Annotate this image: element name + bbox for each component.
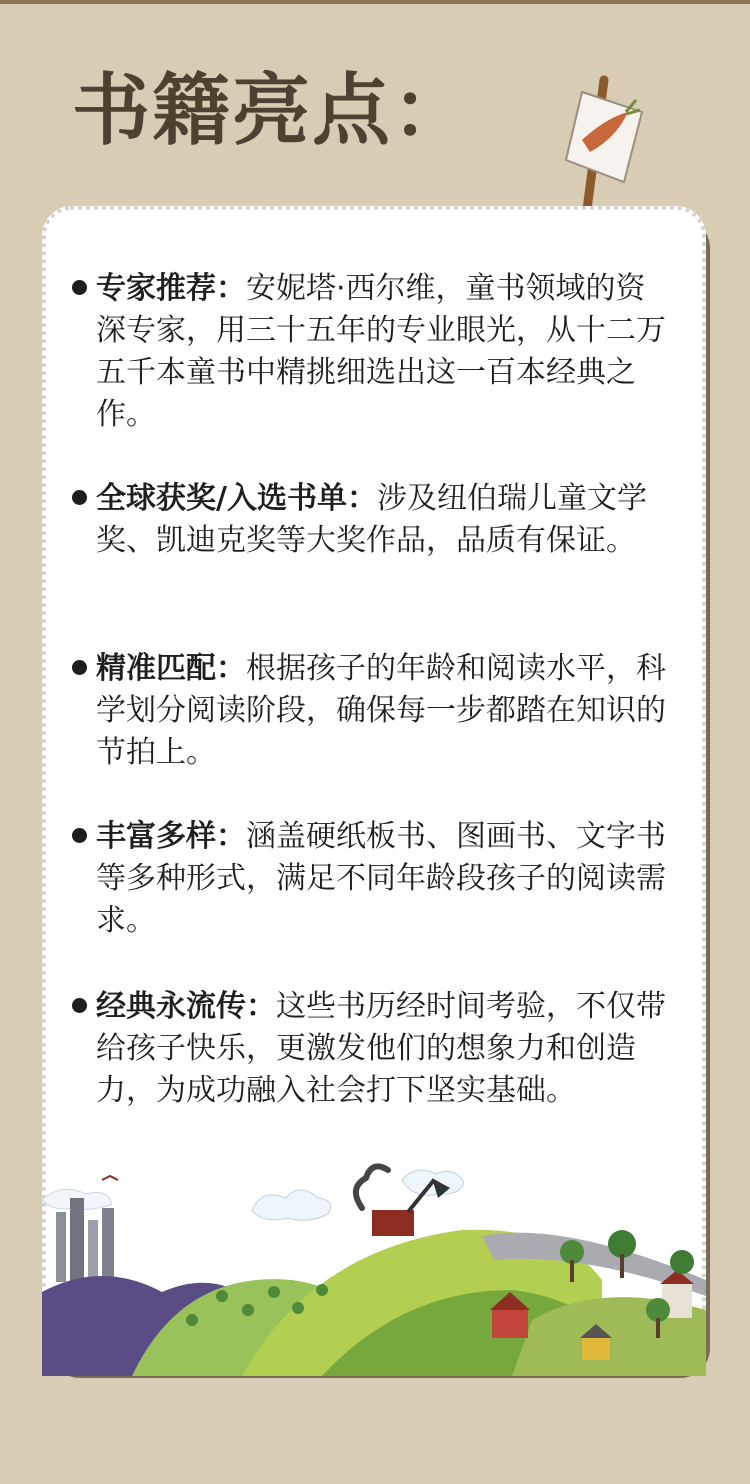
highlight-title: 丰富多样：: [96, 819, 246, 854]
highlight-item-expert: [96, 268, 666, 436]
highlight-text: 安妮塔·西尔维，童书领域的资深专家，用三十五年的专业眼光，从十二万五千本童书中精挑细选出这一百本经典之作。: [96, 271, 666, 432]
countryside-illustration: [42, 1160, 706, 1376]
bullet-dot: [72, 490, 87, 505]
highlight-item-variety: [96, 816, 666, 942]
bullet-dot: [72, 998, 87, 1013]
bullet-dot: [72, 280, 87, 295]
highlight-title: 全球获奖/入选书单：: [96, 481, 377, 516]
highlight-item-classic: [96, 986, 666, 1112]
highlight-item-matching: [96, 648, 666, 774]
highlight-text: 根据孩子的年龄和阅读水平，科学划分阅读阶段，确保每一步都踏在知识的节拍上。: [96, 651, 666, 770]
highlight-title: 精准匹配：: [96, 651, 246, 686]
highlight-text: 涉及纽伯瑞儿童文学奖、凯迪克奖等大奖作品，品质有保证。: [96, 481, 647, 558]
highlight-text: 这些书历经时间考验，不仅带给孩子快乐，更激发他们的想象力和创造力，为成功融入社会打下坚实基础。: [96, 989, 666, 1108]
bullet-dot: [72, 660, 87, 675]
highlight-title: 专家推荐：: [96, 271, 246, 306]
bullet-dot: [72, 828, 87, 843]
highlight-title: 经典永流传：: [96, 989, 276, 1024]
highlight-text: 涵盖硬纸板书、图画书、文字书等多种形式，满足不同年龄段孩子的阅读需求。: [96, 819, 666, 938]
page-title: 书籍亮点：: [72, 66, 473, 156]
highlight-item-awards: [96, 478, 666, 562]
